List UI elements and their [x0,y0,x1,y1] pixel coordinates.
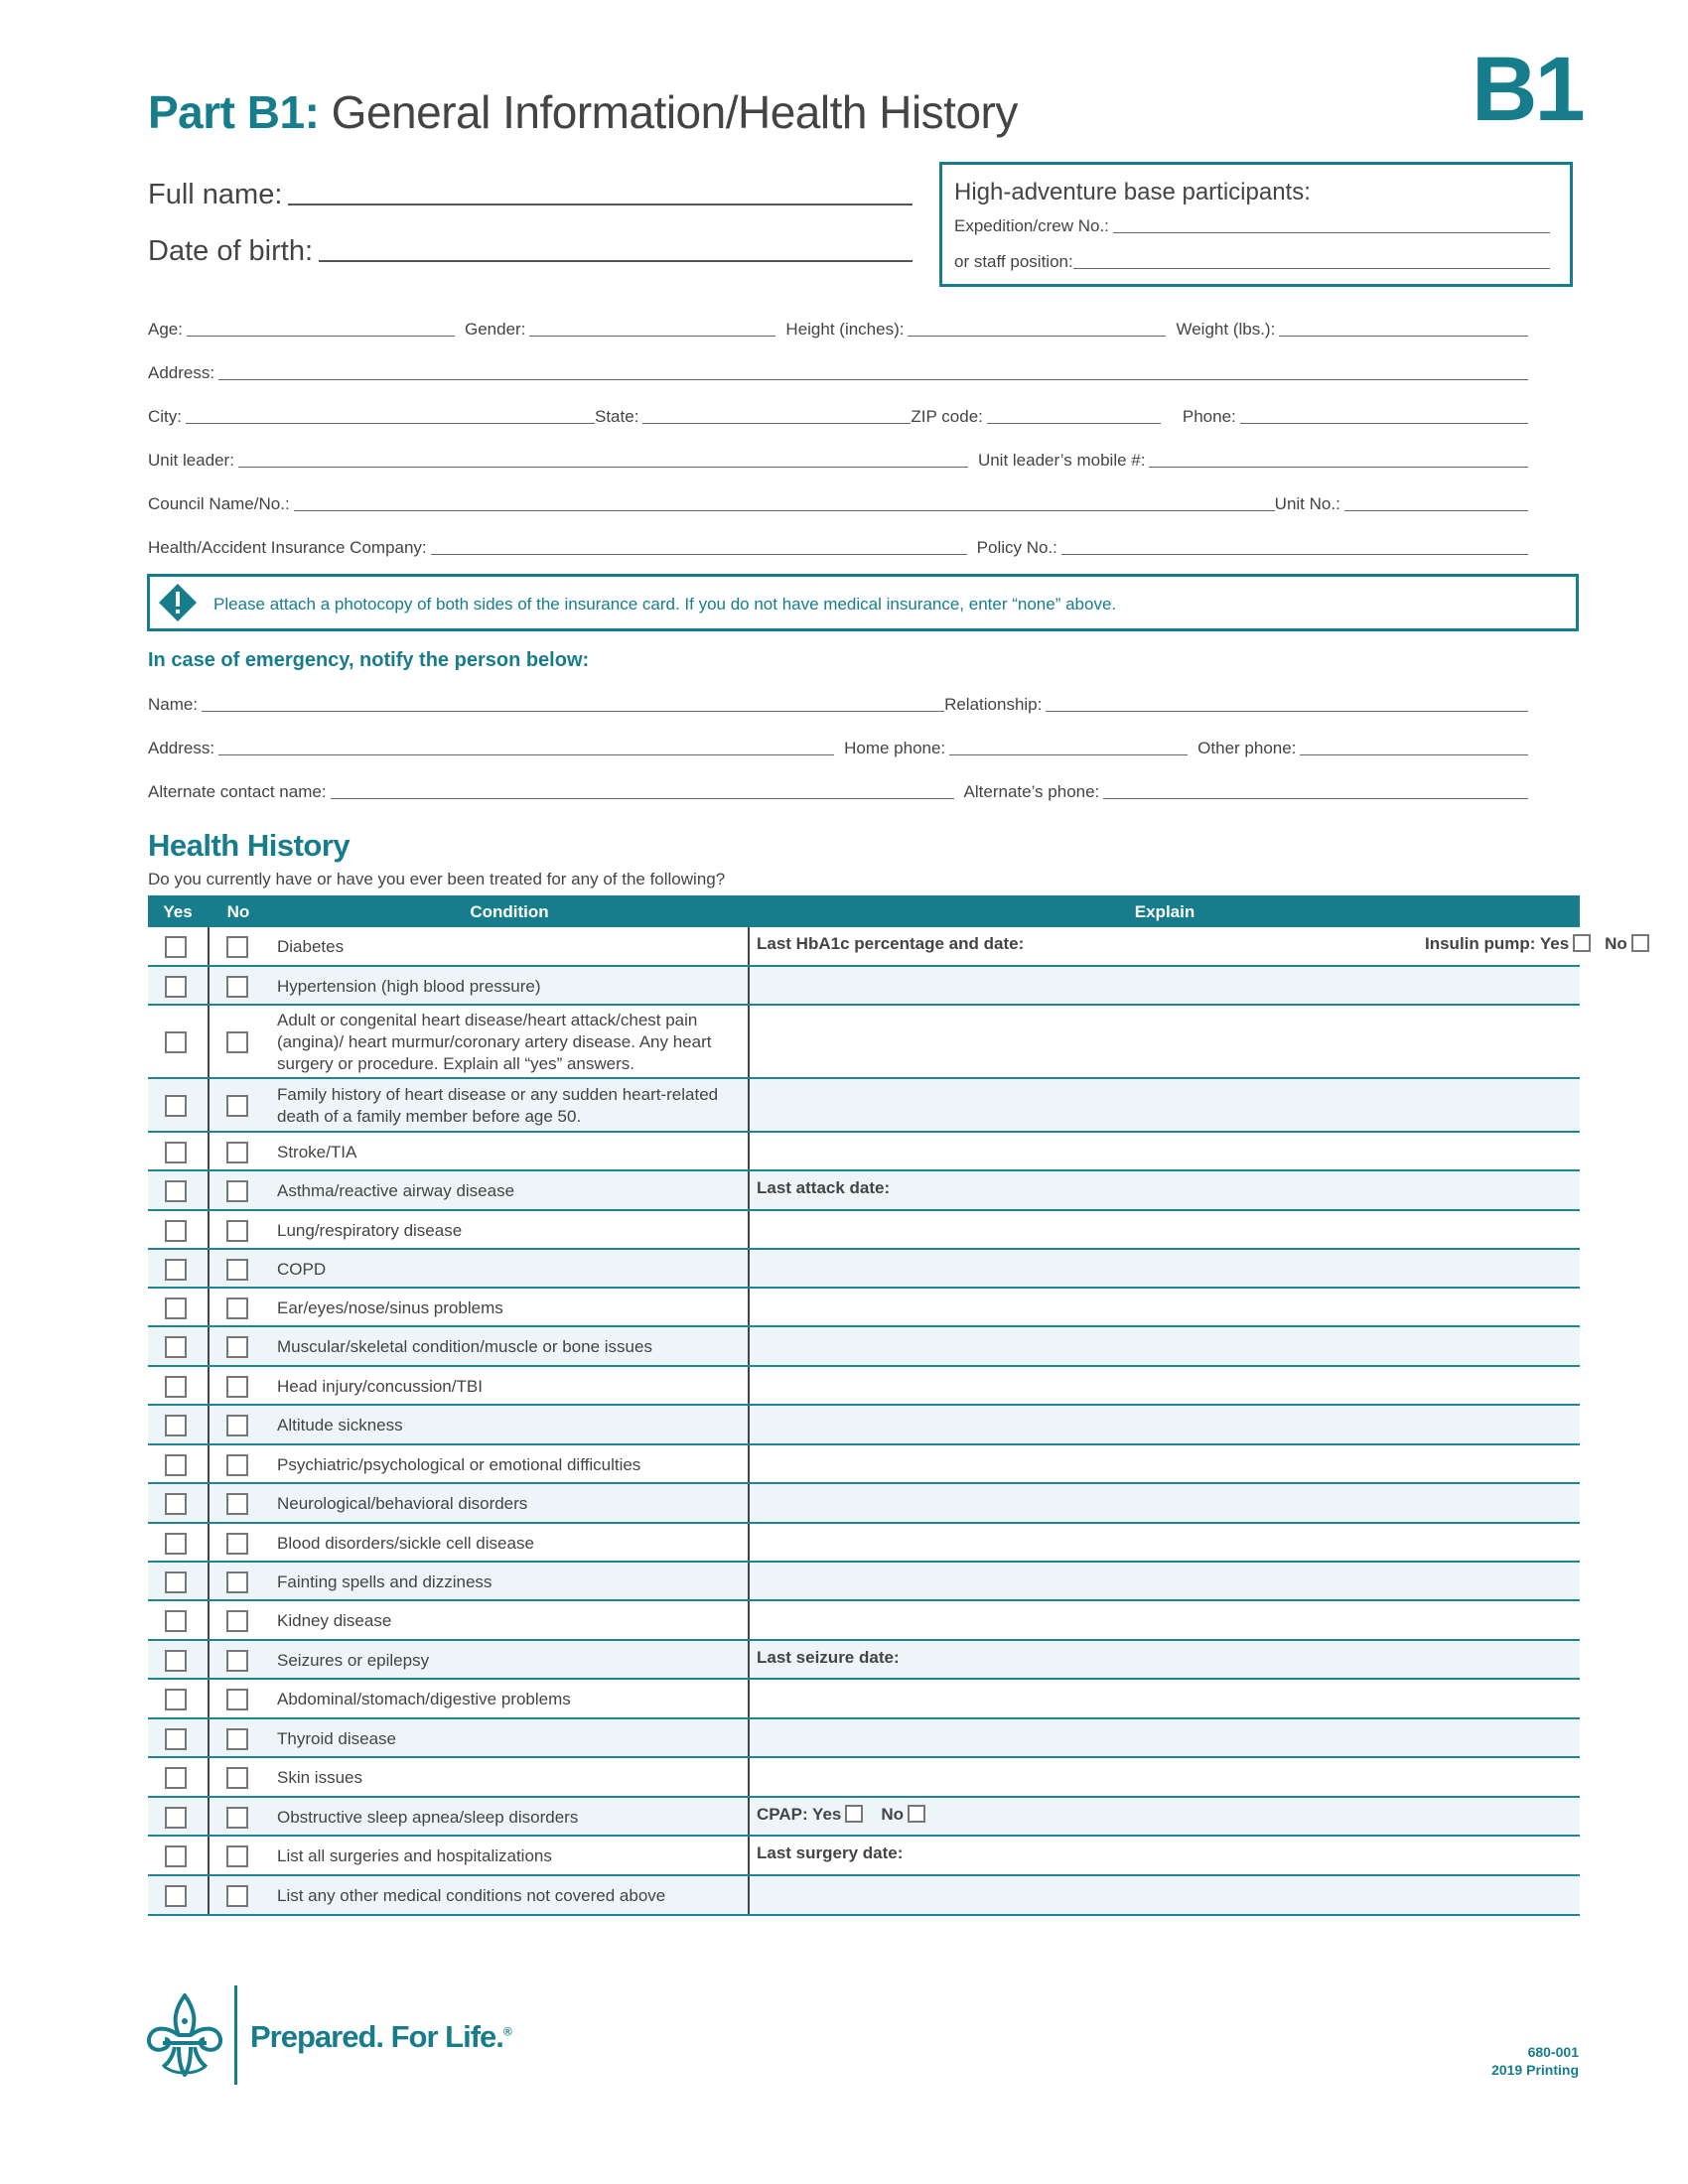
explain-label: CPAP: Yes [757,1805,842,1824]
table-row [148,1601,1580,1641]
row-divider [208,1079,210,1131]
condition-label: Muscular/skeletal condition/muscle or bone issues [277,1337,652,1356]
emergency-address-label: Address: [148,739,215,757]
table-row [148,1211,1580,1250]
no-checkbox[interactable] [226,1259,248,1281]
home-phone-line[interactable] [949,754,1188,755]
table-row [148,1289,1580,1327]
row-age-gender-height-weight [148,314,1528,340]
alert-icon [158,583,198,622]
relationship-line[interactable] [1046,711,1528,712]
row-divider [208,1250,210,1287]
yes-checkbox[interactable] [165,1493,187,1515]
condition-label: List all surgeries and hospitalizations [277,1846,552,1865]
row-council [148,488,1528,514]
yes-checkbox[interactable] [165,1220,187,1242]
row-divider [208,1680,210,1717]
insulin-pump-no-label: No [1605,934,1627,953]
row-emergency-name [148,689,1528,715]
row-divider [208,1524,210,1561]
row-divider [208,1406,210,1443]
table-row [148,1837,1580,1876]
staff-position-field[interactable] [954,252,1550,272]
age-line[interactable] [187,336,455,337]
col-no: No [226,902,250,921]
notice-text: Please attach a photocopy of both sides of the insurance card. If you do not have medical insurance, enter “none” above. [213,595,1117,614]
weight-line[interactable] [1279,336,1528,337]
row-divider [208,1719,210,1756]
cpap-yes-checkbox[interactable] [845,1805,863,1823]
address-label: Address: [148,363,215,382]
yes-checkbox[interactable] [165,1415,187,1436]
weight-label: Weight (lbs.): [1176,320,1276,339]
table-row [148,1250,1580,1289]
yes-checkbox[interactable] [165,976,187,998]
condition-label: Neurological/behavioral disorders [277,1494,528,1513]
dob-field[interactable] [148,228,913,268]
yes-checkbox[interactable] [165,1767,187,1789]
condition-label: Altitude sickness [277,1416,403,1434]
no-checkbox[interactable] [226,1610,248,1632]
council-label: Council Name/No.: [148,494,290,513]
alt-name-line[interactable] [331,798,954,799]
table-row [148,1758,1580,1798]
alt-phone-line[interactable] [1103,798,1528,799]
tagline [250,2019,511,2055]
condition-label: Thyroid disease [277,1729,397,1748]
row-emergency-address [148,733,1528,758]
yes-checkbox[interactable] [165,1297,187,1319]
printing-year: 2019 Printing [1491,2062,1579,2078]
yes-checkbox[interactable] [165,1454,187,1476]
table-row [148,1079,1580,1133]
relationship-label: Relationship: [944,695,1043,714]
state-label: State: [595,407,639,426]
no-checkbox[interactable] [226,1533,248,1555]
unit-leader-mobile-line[interactable] [1149,467,1528,468]
explain-label: Last surgery date: [757,1843,904,1862]
row-address [148,357,1528,383]
expedition-label: Expedition/crew No.: [954,216,1109,235]
table-row [148,1133,1580,1171]
part-label: Part B1: [148,86,320,138]
staff-position-line[interactable] [1073,268,1550,269]
table-row [148,927,1627,967]
gender-label: Gender: [464,320,526,339]
policy-label: Policy No.: [976,538,1057,557]
form-number-block [1491,2043,1579,2079]
zip-line[interactable] [987,423,1161,424]
emergency-heading: In case of emergency, notify the person below: [148,649,590,671]
no-checkbox[interactable] [226,1571,248,1593]
insulin-pump-no-checkbox[interactable] [1631,934,1649,952]
yes-checkbox[interactable] [165,1095,187,1117]
explain-label: Last seizure date: [757,1648,900,1667]
footer-divider [234,1985,237,2085]
col-explain: Explain [1134,902,1196,921]
row-divider [208,1758,210,1796]
table-body [148,927,1627,1916]
full-name-label: Full name: [148,179,283,210]
row-divider [208,1601,210,1639]
full-name-field[interactable] [148,172,913,211]
row-divider [208,927,210,965]
yes-checkbox[interactable] [165,1807,187,1829]
table-row [148,1798,1580,1837]
yes-checkbox[interactable] [165,1689,187,1710]
address-line[interactable] [218,379,1528,380]
row-divider [208,1484,210,1522]
yes-checkbox[interactable] [165,1259,187,1281]
high-adventure-title: High-adventure base participants: [954,179,1311,205]
section-badge: B1 [1472,39,1583,140]
title-text: General Information/Health History [331,86,1018,138]
condition-label: Lung/respiratory disease [277,1221,463,1240]
expedition-field[interactable] [954,216,1550,236]
alt-name-label: Alternate contact name: [148,782,327,801]
tagline-text: Prepared. For Life. [250,2019,503,2054]
condition-label: COPD [277,1260,327,1279]
table-row [148,1680,1580,1719]
unit-no-line[interactable] [1344,510,1528,511]
form-number: 680-001 [1527,2044,1579,2060]
table-row [148,1171,1580,1211]
page-title [148,85,1018,139]
city-line[interactable] [186,423,595,424]
other-phone-label: Other phone: [1197,739,1297,757]
yes-checkbox[interactable] [165,1650,187,1672]
yes-checkbox[interactable] [165,1376,187,1398]
yes-checkbox[interactable] [165,936,187,958]
no-checkbox[interactable] [226,1336,248,1358]
table-row [148,1524,1580,1563]
no-checkbox[interactable] [226,1689,248,1710]
insurance-line[interactable] [431,554,967,555]
condition-label: Ear/eyes/nose/sinus problems [277,1298,503,1317]
condition-label: Hypertension (high blood pressure) [277,977,541,996]
unit-no-label: Unit No.: [1274,494,1340,513]
condition-label: Obstructive sleep apnea/sleep disorders [277,1808,579,1827]
no-checkbox[interactable] [226,1767,248,1789]
emergency-address-line[interactable] [218,754,834,755]
staff-position-label: or staff position: [954,252,1073,271]
full-name-line[interactable] [288,204,913,205]
yes-checkbox[interactable] [165,1571,187,1593]
no-checkbox[interactable] [226,1885,248,1907]
yes-checkbox[interactable] [165,1610,187,1632]
condition-label: Seizures or epilepsy [277,1651,430,1670]
explain-cell[interactable] [757,1648,900,1668]
state-line[interactable] [642,423,911,424]
table-header [148,895,1580,927]
no-checkbox[interactable] [226,976,248,998]
row-unit-leader [148,445,1528,471]
col-condition: Condition [470,902,549,921]
explain-label: Last attack date: [757,1178,891,1197]
table-row [148,1563,1580,1601]
no-checkbox[interactable] [226,1376,248,1398]
no-checkbox[interactable] [226,1493,248,1515]
table-row [148,1327,1580,1367]
condition-label: Head injury/concussion/TBI [277,1377,483,1396]
condition-label: Kidney disease [277,1611,392,1630]
table-row [148,1641,1580,1680]
no-checkbox[interactable] [226,1650,248,1672]
explain-cell[interactable] [757,1178,890,1198]
unit-leader-mobile-label: Unit leader’s mobile #: [977,451,1146,470]
row-divider [208,1563,210,1599]
no-checkbox[interactable] [226,1095,248,1117]
no-checkbox[interactable] [226,1415,248,1436]
condition-label: Psychiatric/psychological or emotional difficulties [277,1455,641,1474]
row-divider [208,1211,210,1248]
yes-checkbox[interactable] [165,1885,187,1907]
row-alternate-contact [148,776,1528,802]
row-divider [208,1367,210,1404]
cpap-no-label: No [881,1805,905,1824]
condition-label: Asthma/reactive airway disease [277,1181,515,1200]
dob-line[interactable] [319,260,913,262]
yes-checkbox[interactable] [165,1180,187,1202]
no-checkbox[interactable] [226,1142,248,1163]
trademark-mark: ® [502,2024,511,2039]
other-phone-line[interactable] [1300,754,1528,755]
condition-label: Diabetes [277,937,345,956]
age-label: Age: [148,320,183,339]
health-history-subheading: Do you currently have or have you ever been treated for any of the following? [148,870,726,888]
gender-line[interactable] [529,336,775,337]
insurance-notice [147,574,1579,631]
council-line[interactable] [294,510,1275,511]
condition-label: Adult or congenital heart disease/heart attack/chest pain (angina)/ heart murmur/coronary artery disease. Any heart surgery or procedure. Explain all “yes” answers. [277,1011,712,1073]
row-city-state-zip-phone [148,401,1528,427]
table-row [148,1445,1580,1484]
insurance-label: Health/Accident Insurance Company: [148,538,427,557]
row-divider [208,967,210,1004]
yes-checkbox[interactable] [165,1728,187,1750]
condition-label: List any other medical conditions not covered above [277,1886,666,1905]
row-divider [208,1171,210,1209]
no-checkbox[interactable] [226,1297,248,1319]
table-row [148,1406,1580,1445]
no-checkbox[interactable] [226,1845,248,1867]
explain-label: Last HbA1c percentage and date: [757,934,1025,953]
condition-label: Stroke/TIA [277,1143,357,1161]
row-divider [208,1641,210,1678]
table-row [148,967,1580,1006]
row-divider [208,1798,210,1835]
home-phone-label: Home phone: [844,739,946,757]
yes-checkbox[interactable] [165,1845,187,1867]
condition-label: Skin issues [277,1768,362,1787]
no-checkbox[interactable] [226,1454,248,1476]
no-checkbox[interactable] [226,1180,248,1202]
no-checkbox[interactable] [226,1031,248,1053]
insulin-pump-group [1425,934,1649,954]
dob-label: Date of birth: [148,235,314,267]
no-checkbox[interactable] [226,1807,248,1829]
health-history-heading: Health History [148,828,351,863]
unit-leader-label: Unit leader: [148,451,234,470]
unit-leader-line[interactable] [238,467,968,468]
row-divider [208,1876,210,1914]
row-insurance [148,532,1528,558]
table-row [148,1367,1580,1406]
insulin-pump-yes-checkbox[interactable] [1573,934,1591,952]
height-line[interactable] [908,336,1166,337]
health-history-table [148,895,1627,1916]
phone-label: Phone: [1182,407,1236,426]
table-row [148,1006,1580,1079]
explain-cell[interactable] [757,934,1024,954]
emergency-name-line[interactable] [202,711,944,712]
no-checkbox[interactable] [226,936,248,958]
condition-label: Fainting spells and dizziness [277,1572,492,1591]
explain-cell[interactable] [757,1805,925,1825]
city-label: City: [148,407,182,426]
policy-line[interactable] [1061,554,1528,555]
row-divider [208,1327,210,1365]
table-row [148,1719,1580,1758]
phone-line[interactable] [1240,423,1528,424]
condition-label: Blood disorders/sickle cell disease [277,1534,534,1553]
no-checkbox[interactable] [226,1728,248,1750]
row-divider [208,1837,210,1874]
table-row [148,1484,1580,1524]
row-divider [208,1133,210,1169]
row-divider [208,1006,210,1077]
insulin-pump-label: Insulin pump: Yes [1425,934,1570,953]
cpap-no-checkbox[interactable] [908,1805,925,1823]
alt-phone-label: Alternate’s phone: [963,782,1100,801]
yes-checkbox[interactable] [165,1031,187,1053]
yes-checkbox[interactable] [165,1336,187,1358]
expedition-line[interactable] [1113,232,1550,233]
yes-checkbox[interactable] [165,1533,187,1555]
row-divider [208,1289,210,1325]
yes-checkbox[interactable] [165,1142,187,1163]
height-label: Height (inches): [785,320,905,339]
no-checkbox[interactable] [226,1220,248,1242]
row-divider [208,1445,210,1482]
condition-label: Abdominal/stomach/digestive problems [277,1690,571,1708]
table-row [148,1876,1580,1916]
fleur-de-lis-logo-icon [145,1991,224,2079]
condition-label: Family history of heart disease or any sudden heart-related death of a family member before age 50. [277,1085,719,1126]
col-yes: Yes [163,902,193,921]
zip-label: ZIP code: [911,407,983,426]
high-adventure-box [939,162,1573,287]
explain-cell[interactable] [757,1843,903,1863]
emergency-name-label: Name: [148,695,199,714]
